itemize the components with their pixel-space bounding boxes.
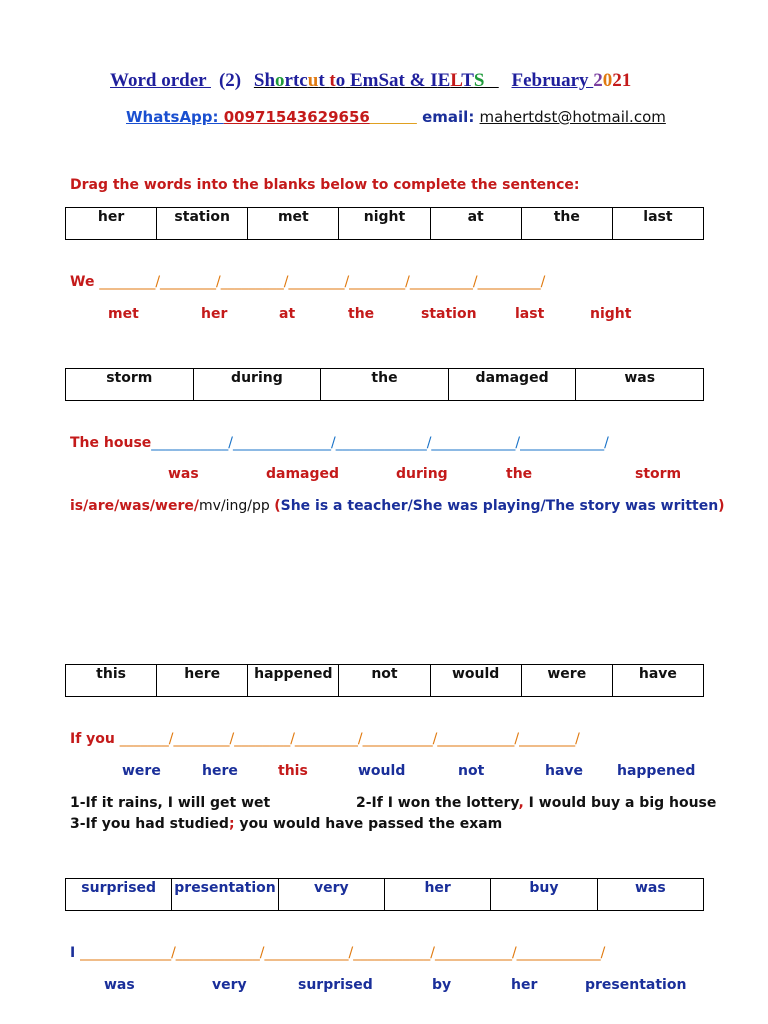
answer-word: her [201,306,228,322]
word-tile[interactable]: was [576,369,704,401]
blank-line[interactable]: ________/________/_________/________/________/_________/_________/ [99,274,546,290]
sentence-1 [70,274,545,290]
sentence-start: The house [70,435,152,451]
word-tile[interactable]: would [430,665,521,697]
title-word-order: Word order [110,70,211,91]
word-tile[interactable]: storm [66,369,194,401]
word-tile[interactable]: was [597,879,703,911]
answer-word: was [104,977,135,993]
answer-word: storm [635,466,682,482]
answer-word: not [458,763,485,779]
grammar-forms: is/are/was/were/ [70,498,199,514]
blank-line[interactable]: _______/________/________/_________/__________/___________/________/ [119,731,580,747]
answer-word: the [506,466,533,482]
email-label: email: [422,108,480,126]
conditional-example-3: 3-If you had studied; you would have passed the exam [70,816,503,832]
answer-word: met [108,306,139,322]
word-tile[interactable]: damaged [448,369,576,401]
word-tile[interactable]: station [157,208,248,240]
word-tile[interactable]: were [521,665,612,697]
answer-word: happened [617,763,696,779]
title-number: (2) [218,70,242,91]
blank-line[interactable]: _____________/____________/____________/___________/___________/____________/ [80,945,606,961]
word-tile[interactable]: at [430,208,521,240]
word-tile[interactable]: night [339,208,430,240]
word-tile[interactable]: the [521,208,612,240]
answer-word: here [202,763,238,779]
word-tile[interactable]: last [612,208,703,240]
word-bank-4 [65,878,704,911]
conditional-example-2: 2-If I won the lottery, I would buy a big house [356,795,717,811]
answer-word: surprised [298,977,373,993]
answer-word: during [396,466,448,482]
word-tile[interactable]: her [384,879,490,911]
sentence-start: If you [70,731,120,747]
word-tile[interactable]: not [339,665,430,697]
word-bank-3 [65,664,704,697]
title-date: February 2021 [511,70,632,91]
word-tile[interactable]: very [278,879,384,911]
answer-word: her [511,977,538,993]
answer-word: have [545,763,584,779]
answer-word: night [590,306,632,322]
answer-word: last [515,306,545,322]
page-title [110,70,631,92]
answer-word: were [122,763,161,779]
answer-word: presentation [585,977,687,993]
word-tile[interactable]: have [612,665,703,697]
word-tile[interactable]: met [248,208,339,240]
answer-word: damaged [266,466,340,482]
conditional-example-1: 1-If it rains, I will get wet [70,795,271,811]
sentence-3 [70,731,580,747]
answer-word: station [421,306,477,322]
contact-line [126,108,666,126]
answer-word: very [212,977,247,993]
word-tile[interactable]: during [193,369,321,401]
whatsapp-number: 00971543629656 [223,108,370,126]
email-link[interactable]: mahertdst@hotmail.com [479,108,666,126]
answer-word: would [358,763,406,779]
answer-word: by [432,977,452,993]
word-bank-1 [65,207,704,240]
answer-word: this [278,763,308,779]
sentence-start: We [70,274,100,290]
word-tile[interactable]: here [157,665,248,697]
word-tile[interactable]: surprised [66,879,172,911]
word-tile[interactable]: her [66,208,157,240]
word-tile[interactable]: presentation [172,879,278,911]
answer-word: at [279,306,296,322]
sentence-4 [70,945,605,961]
grammar-note: is/are/was/were/mv/ing/pp (She is a teacher/She was playing/The story was written) [70,498,725,514]
word-bank-2 [65,368,704,401]
instruction-text: Drag the words into the blanks below to complete the sentence: [70,177,580,193]
sentence-start: I [70,945,81,961]
sentence-2 [70,435,609,451]
whatsapp-label: WhatsApp: [126,108,224,126]
answer-word: was [168,466,199,482]
word-tile[interactable]: happened [248,665,339,697]
blank-line[interactable]: ___________/______________/_____________/____________/____________/ [151,435,609,451]
title-shortcut: Shortcut to EmSat & IELTS [253,70,485,91]
word-tile[interactable]: the [321,369,449,401]
grammar-examples: She is a teacher/She was playing/The story was written [280,498,719,514]
grammar-rest: mv/ing/pp [198,498,275,514]
word-tile[interactable]: this [66,665,157,697]
word-tile[interactable]: buy [491,879,597,911]
answer-word: the [348,306,375,322]
